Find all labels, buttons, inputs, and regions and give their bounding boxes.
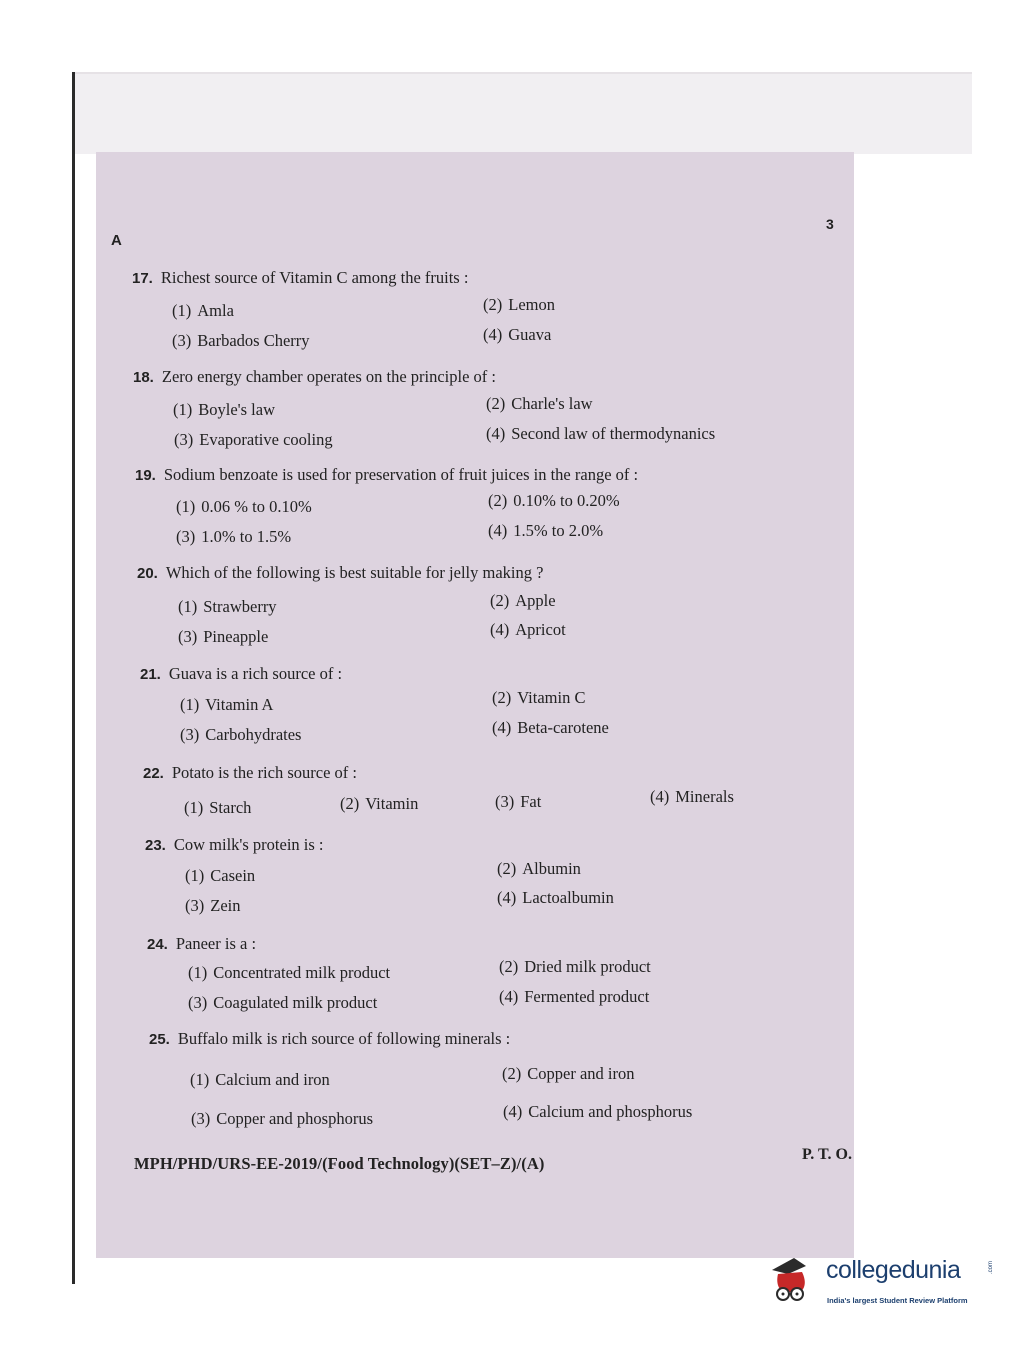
question-21 (140, 664, 342, 685)
mascot-logo-icon (766, 1254, 824, 1306)
question-19 (135, 465, 638, 486)
option: (1) Vitamin A (180, 695, 274, 714)
question-20 (137, 563, 543, 584)
option: (4) Calcium and phosphorus (503, 1102, 693, 1121)
option: (1) Boyle's law (173, 400, 276, 419)
option: (3) Carbohydrates (180, 725, 302, 744)
option: (3) Copper and phosphorus (191, 1109, 373, 1128)
question-17 (132, 268, 468, 289)
scan-edge-top (72, 72, 972, 74)
page-number: 3 (826, 216, 834, 232)
option: (4) Minerals (650, 787, 734, 806)
option: (2) Albumin (497, 859, 581, 878)
question-stem: Sodium benzoate is used for preservation of fruit juices in the range of : (163, 465, 639, 484)
question-stem: Which of the following is best suitable for jelly making ? (165, 563, 544, 582)
question-number: 22. (143, 765, 164, 782)
option: (2) Charle's law (486, 394, 593, 413)
set-letter: A (111, 232, 122, 249)
option: (3) Pineapple (178, 627, 269, 646)
question-number: 23. (145, 837, 166, 854)
option: (2) Vitamin (340, 794, 419, 813)
question-number: 18. (133, 369, 154, 386)
collegedunia-watermark[interactable] (766, 1248, 1006, 1312)
option: (3) 1.0% to 1.5% (176, 527, 292, 546)
question-number: 25. (149, 1031, 170, 1048)
question-stem: Buffalo milk is rich source of following minerals : (177, 1029, 511, 1048)
option: (1) Starch (184, 798, 252, 817)
option: (3) Barbados Cherry (172, 331, 310, 350)
option: (1) Strawberry (178, 597, 277, 616)
question-24 (147, 934, 256, 955)
scan-margin (75, 74, 972, 154)
brand-domain: .com (988, 1261, 994, 1275)
question-stem: Potato is the rich source of : (171, 763, 357, 782)
question-number: 17. (132, 270, 153, 287)
option: (2) Lemon (483, 295, 555, 314)
option: (1) Calcium and iron (190, 1070, 330, 1089)
question-stem: Guava is a rich source of : (168, 664, 343, 683)
option: (3) Fat (495, 792, 542, 811)
question-stem: Paneer is a : (175, 934, 257, 953)
option: (2) Dried milk product (499, 957, 651, 976)
option: (2) Apple (490, 591, 556, 610)
option: (1) 0.06 % to 0.10% (176, 497, 312, 516)
exam-code: MPH/PHD/URS-EE-2019/(Food Technology)(SET–Z)/(A) (134, 1154, 545, 1173)
option: (4) Apricot (490, 620, 566, 639)
option: (4) Beta-carotene (492, 718, 609, 737)
option: (1) Concentrated milk product (188, 963, 391, 982)
question-25 (149, 1029, 510, 1050)
option: (2) Vitamin C (492, 688, 586, 707)
option: (4) Second law of thermodynanics (486, 424, 716, 443)
question-22 (143, 763, 357, 784)
scan-edge-left (72, 72, 75, 1284)
option: (4) 1.5% to 2.0% (488, 521, 604, 540)
brand-name: collegedunia (826, 1256, 961, 1284)
option: (3) Coagulated milk product (188, 993, 378, 1012)
question-number: 20. (137, 565, 158, 582)
option: (3) Evaporative cooling (174, 430, 333, 449)
question-18 (133, 367, 496, 388)
question-number: 19. (135, 467, 156, 484)
option: (2) Copper and iron (502, 1064, 635, 1083)
option: (3) Zein (185, 896, 241, 915)
pto-label: P. T. O. (802, 1146, 852, 1163)
question-number: 24. (147, 936, 168, 953)
option: (4) Lactoalbumin (497, 888, 614, 907)
question-23 (145, 835, 324, 856)
question-stem: Cow milk's protein is : (173, 835, 324, 854)
question-stem: Zero energy chamber operates on the principle of : (161, 367, 497, 386)
option: (2) 0.10% to 0.20% (488, 491, 620, 510)
question-stem: Richest source of Vitamin C among the fruits : (160, 268, 469, 287)
brand-tagline: India's largest Student Review Platform (827, 1296, 968, 1305)
option: (4) Fermented product (499, 987, 650, 1006)
option: (4) Guava (483, 325, 552, 344)
option: (1) Amla (172, 301, 234, 320)
option: (1) Casein (185, 866, 256, 885)
question-number: 21. (140, 666, 161, 683)
